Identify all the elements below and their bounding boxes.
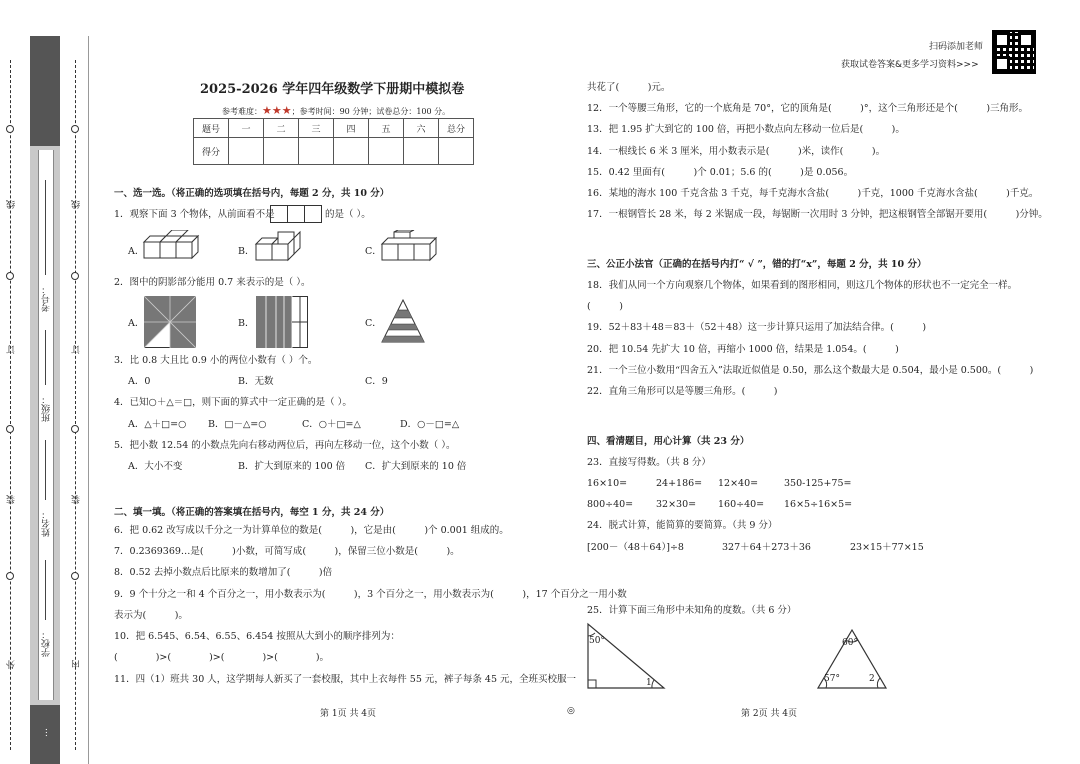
- strip-dots: …: [40, 728, 50, 737]
- q8-text: 8．0.52 去掉小数点后比原来的数增加了( )倍: [114, 567, 333, 578]
- meta-time-score: ；参考时间：90 分钟；试卷总分：100 分。: [291, 107, 451, 116]
- punch-circle: [71, 425, 79, 433]
- q5-option-b[interactable]: B．扩大到原来的 100 倍: [238, 461, 346, 472]
- difficulty-stars: ★★★: [262, 104, 292, 117]
- punch-circle: [6, 272, 14, 280]
- inner-label-zhuang: 装: [72, 495, 82, 504]
- q15-text: 15．0.42 里面有( )个 0.01；5.6 的( )是 0.056。: [587, 167, 854, 178]
- field-class: 班级：: [42, 395, 52, 422]
- punch-circle: [6, 572, 14, 580]
- score-cell[interactable]: [369, 138, 404, 165]
- q22-text: 22．直角三角形可以是等腰三角形。( ): [587, 386, 778, 397]
- section2-title: 二、填一填。（将正确的答案填在括号内，每空 1 分，共 24 分）: [114, 507, 390, 518]
- punch-circle: [6, 425, 14, 433]
- score-header: 六: [404, 119, 439, 138]
- meta-difficulty-label: 参考难度：: [222, 107, 262, 116]
- punch-circle: [71, 272, 79, 280]
- q23-item: 800÷40=: [587, 499, 634, 510]
- q16-text: 16．某地的海水 100 千克含盐 3 千克，每千克海水含盐( )千克，1000 千克海水含盐( )千克。: [587, 188, 1039, 199]
- q1-option-b[interactable]: B．: [238, 246, 255, 257]
- qr-caption-1: 扫码添加老师: [929, 42, 984, 52]
- score-cell[interactable]: [299, 138, 334, 165]
- page-frame-left: [88, 36, 89, 764]
- inner-label-xian: 线: [72, 200, 82, 209]
- q23-item: 160÷40=: [718, 499, 765, 510]
- q2-text: 2．图中的阴影部分能用 0.7 来表示的是（ ）。: [114, 277, 311, 288]
- outer-label-xian: 线: [7, 200, 17, 209]
- score-row-label: 得分: [194, 138, 229, 165]
- q23-text: 23．直接写得数。（共 8 分）: [587, 457, 711, 468]
- field-name: 姓名：: [42, 510, 52, 537]
- score-header: 题号: [194, 119, 229, 138]
- score-header: 四: [334, 119, 369, 138]
- q13-text: 13．把 1.95 扩大到它的 100 倍，再把小数点向左移动一位后是( )。: [587, 124, 905, 135]
- field-school: 学校：: [42, 630, 52, 657]
- q1-option-c[interactable]: C．: [365, 246, 382, 257]
- q20-text: 20．把 10.54 先扩大 10 倍，再缩小 1000 倍，结果是 1.054。( ): [587, 344, 899, 355]
- q24-text: 24．脱式计算，能简算的要简算。（共 9 分）: [587, 520, 778, 531]
- q24-item: 23×15＋77×15: [850, 542, 924, 553]
- tri2-unknown-2: 2: [869, 674, 875, 684]
- q6-text: 6．把 0.62 改写成以千分之一为计算单位的数是( )，它是由( )个 0.001 组成的。: [114, 525, 509, 536]
- score-header: 三: [299, 119, 334, 138]
- score-cell[interactable]: [229, 138, 264, 165]
- q23-item: 350-125+75=: [784, 478, 852, 489]
- page1-footer: 第 1页 共 4页: [320, 709, 377, 719]
- section3-title: 三、公正小法官（正确的在括号内打“ √ ”，错的打“x”，每题 2 分，共 10 分）: [587, 259, 927, 270]
- tri2-angle-60: 60°: [842, 638, 858, 648]
- q1-text: 1．观察下面 3 个物体，从前面看不是: [114, 209, 275, 220]
- q17-text: 17．一根钢管长 28 米，每 2 米锯成一段，每锯断一次用时 3 分钟，把这根钢管全部锯开要用( )分钟。: [587, 209, 1048, 220]
- q3-option-a[interactable]: A．0: [128, 376, 151, 387]
- q2-figure-c: [380, 298, 426, 344]
- q4-option-d[interactable]: D．○－□=△: [400, 419, 460, 430]
- q19-text: 19．52＋83＋48＝83＋（52＋48）这一步计算只运用了加法结合律。( ): [587, 322, 927, 333]
- outer-label-wai: 外: [7, 660, 17, 669]
- q1-figure-c: [378, 230, 458, 266]
- binding-strip-field: [38, 150, 54, 700]
- q24-item: [200－（48＋64）]÷8: [587, 542, 684, 553]
- tri2-angle-57: 57°: [824, 674, 840, 684]
- score-header: 总分: [439, 119, 474, 138]
- q7-text: 7．0.2369369…是( )小数，可简写成( )，保留三位小数是( )。: [114, 546, 460, 557]
- q1-tail: 的是（ ）。: [325, 209, 371, 220]
- q3-option-c[interactable]: C．9: [365, 376, 388, 387]
- q12-text: 12．一个等腰三角形，它的一个底角是 70°，它的顶角是( )°，这个三角形还是个( )三角形。: [587, 103, 1029, 114]
- q2-figure-a: [144, 296, 196, 348]
- q2-option-a[interactable]: A．: [128, 318, 145, 329]
- tri1-angle-50: 50°: [589, 636, 605, 646]
- binding-strip-top: [30, 36, 60, 146]
- q3-text: 3．比 0.8 大且比 0.9 小的两位小数有（ ）个。: [114, 355, 318, 366]
- tri1-unknown-1: 1: [646, 678, 652, 688]
- exam-meta: [222, 104, 450, 117]
- q25-triangle-1: [586, 622, 668, 690]
- q24-item: 327＋64＋273＋36: [722, 542, 811, 553]
- qr-code: [992, 30, 1036, 74]
- q23-item: 24+186=: [656, 478, 703, 489]
- punch-circle: [71, 125, 79, 133]
- q4-option-c[interactable]: C．○＋□=△: [302, 419, 361, 430]
- q2-option-c[interactable]: C．: [365, 318, 382, 329]
- score-header: 一: [229, 119, 264, 138]
- inner-label-ding: 订: [72, 345, 82, 354]
- q1-figure-a: [140, 230, 212, 266]
- field-id: 考号：: [42, 285, 52, 312]
- q23-item: 32×30=: [656, 499, 697, 510]
- q18-answer[interactable]: ( ): [587, 301, 623, 312]
- q4-text: 4．已知○＋△＝□，则下面的算式中一定正确的是（ ）。: [114, 397, 352, 408]
- q25-text: 25．计算下面三角形中未知角的度数。（共 6 分）: [587, 605, 797, 616]
- q10-answer-line: ( )>( )>( )>( )。: [114, 652, 330, 663]
- qr-caption-2: 获取试卷答案&更多学习资料>>>: [841, 60, 979, 70]
- q4-option-a[interactable]: A．△＋□=○: [128, 419, 187, 430]
- q2-option-b[interactable]: B．: [238, 318, 255, 329]
- q5-option-a[interactable]: A．大小不变: [128, 461, 183, 472]
- q21-text: 21．一个三位小数用“四舍五入”法取近似值是 0.50，那么这个数最大是 0.504，最小是 0.500。( ): [587, 365, 1034, 376]
- score-table: [193, 118, 474, 165]
- outer-label-ding: 订: [7, 345, 17, 354]
- section4-title: 四、看清题目，用心计算（共 23 分）: [587, 436, 750, 447]
- q10-text: 10．把 6.545、6.54、6.55、6.454 按照从大到小的顺序排列为：: [114, 631, 400, 642]
- q14-text: 14．一根线长 6 米 3 厘米，用小数表示是( )米，读作( )。: [587, 146, 886, 157]
- q23-item: 16×10=: [587, 478, 628, 489]
- q9-text: 9．9 个十分之一和 4 个百分之一，用小数表示为( )，3 个百分之一，用小数表示为( )，17 个百分之一用小数: [114, 589, 627, 600]
- score-header: 五: [369, 119, 404, 138]
- q23-item: 12×40=: [718, 478, 759, 489]
- score-cell[interactable]: [264, 138, 299, 165]
- punch-circle: [6, 125, 14, 133]
- q1-inline-figure: [270, 205, 322, 222]
- inner-cut-line: [75, 60, 76, 750]
- q11-text: 11．四（1）班共 30 人，这学期每人新买了一套校服，其中上衣每件 55 元，裤子每条 45 元，全班买校服一: [114, 674, 577, 685]
- field-id-line[interactable]: [45, 180, 46, 275]
- score-header: 二: [264, 119, 299, 138]
- q1-option-a[interactable]: A．: [128, 246, 145, 257]
- score-cell[interactable]: [439, 138, 474, 165]
- page2-footer: 第 2页 共 4页: [741, 709, 798, 719]
- q18-text: 18．我们从同一个方向观察几个物体，如果看到的图形相同，则这几个物体的形状也不一定完全一样。: [587, 280, 1018, 291]
- field-school-line[interactable]: [45, 560, 46, 620]
- punch-circle: [71, 572, 79, 580]
- field-name-line[interactable]: [45, 440, 46, 500]
- q2-figure-b: [256, 296, 308, 348]
- q5-option-c[interactable]: C．扩大到原来的 10 倍: [365, 461, 467, 472]
- center-mark: ◎: [567, 706, 575, 716]
- section1-title: 一、选一选。（将正确的选项填在括号内，每题 2 分，共 10 分）: [114, 188, 390, 199]
- q1-figure-b: [252, 230, 324, 266]
- score-cell[interactable]: [404, 138, 439, 165]
- inner-label-nei: 内: [72, 660, 82, 669]
- q23-item: 16×5÷16×5=: [784, 499, 853, 510]
- exam-title: 2025-2026 学年四年级数学下册期中模拟卷: [200, 82, 465, 97]
- score-cell[interactable]: [334, 138, 369, 165]
- q3-option-b[interactable]: B．无数: [238, 376, 274, 387]
- q9-text-cont: 表示为( )。: [114, 610, 188, 621]
- outer-cut-line: [10, 60, 11, 750]
- outer-label-zhuang: 装: [7, 495, 17, 504]
- q5-text: 5．把小数 12.54 的小数点先向右移动两位后，再向左移动一位，这个小数（ ）。: [114, 440, 456, 451]
- q11-text-cont: 共花了( )元。: [587, 82, 671, 93]
- q4-option-b[interactable]: B．□－△=○: [208, 419, 267, 430]
- field-class-line[interactable]: [45, 330, 46, 385]
